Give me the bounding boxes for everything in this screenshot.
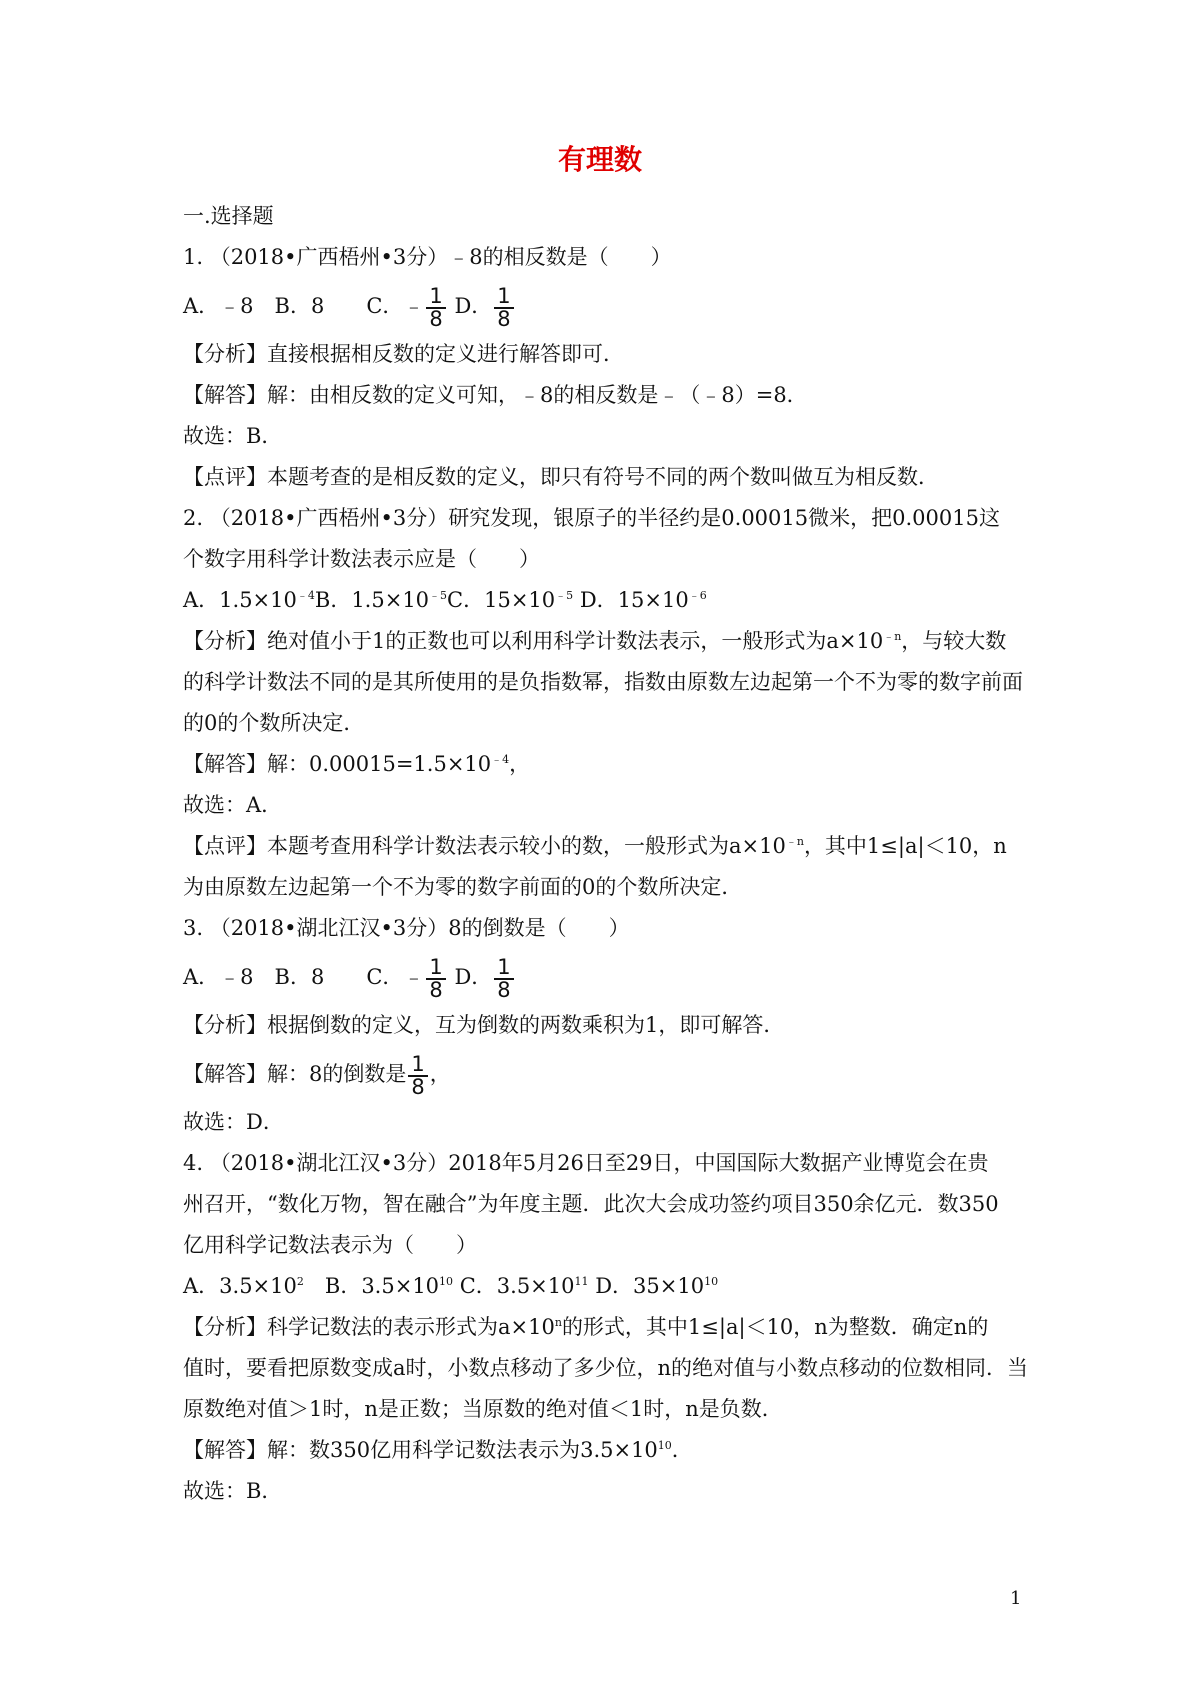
q1-stem: 1. （2018•广西梧州•3分）﹣8的相反数是（ ） bbox=[183, 245, 672, 269]
q2-analysis-line3: 的0的个数所决定． bbox=[183, 711, 365, 735]
q4-option-d: D．35×10 bbox=[588, 1274, 705, 1298]
page-number: 1 bbox=[1010, 1588, 1022, 1609]
q2-answer bbox=[183, 744, 1033, 785]
q3-options bbox=[183, 949, 1033, 1005]
document-body bbox=[183, 196, 1033, 1512]
fraction-denominator: 8 bbox=[497, 306, 511, 331]
q4-stem-line1: 4. （2018•湖北江汉•3分）2018年5月26日至29日，中国国际大数据产业博览会在贵 bbox=[183, 1151, 989, 1175]
q1-option-d-fraction bbox=[494, 283, 513, 331]
q4-option-b-exp: 10 bbox=[439, 1275, 454, 1288]
q1-analysis: 【分析】直接根据相反数的定义进行解答即可． bbox=[183, 342, 624, 366]
q2-stem-line2: 个数字用科学计数法表示应是（ ） bbox=[183, 547, 540, 571]
q2-answer-end: ， bbox=[509, 752, 531, 776]
q4-stem-line3: 亿用科学记数法表示为（ ） bbox=[183, 1233, 477, 1257]
q1-options-ab: A．﹣8 B．8 C．﹣ bbox=[183, 294, 425, 318]
q4-analysis-text: 【分析】科学记数法的表示形式为a×10 bbox=[183, 1315, 555, 1339]
q3-answer bbox=[183, 1046, 1033, 1102]
q2-analysis-text: 【分析】绝对值小于1的正数也可以利用科学计数法表示，一般形式为a×10 bbox=[183, 629, 884, 653]
q1-answer: 【解答】解：由相反数的定义可知，﹣8的相反数是﹣（﹣8）=8． bbox=[183, 383, 808, 407]
q2-choice: 故选：A． bbox=[183, 793, 283, 817]
fraction-numerator: 1 bbox=[494, 286, 513, 309]
q2-comment-text-end: ，其中1≤|a|＜10，n bbox=[803, 834, 1007, 858]
q2-option-b-exp: ﹣5 bbox=[429, 589, 448, 602]
q2-options bbox=[183, 580, 1033, 621]
q3-option-c-fraction bbox=[426, 954, 445, 1002]
q3-answer-text: 【解答】解：8的倒数是 bbox=[183, 1062, 407, 1086]
fraction-numerator: 1 bbox=[408, 1054, 427, 1077]
fraction-numerator: 1 bbox=[426, 957, 445, 980]
q4-option-a: A．3.5×10 bbox=[183, 1274, 297, 1298]
q1-comment: 【点评】本题考查的是相反数的定义，即只有符号不同的两个数叫做互为相反数． bbox=[183, 465, 939, 489]
q3-answer-fraction bbox=[408, 1051, 427, 1099]
q2-analysis-line2: 的科学计数法不同的是其所使用的是负指数幂，指数由原数左边起第一个不为零的数字前面 bbox=[183, 670, 1023, 694]
q2-analysis-text-end: ，与较大数 bbox=[901, 629, 1007, 653]
page-title: 有理数 bbox=[557, 143, 642, 176]
q2-comment-text: 【点评】本题考查用科学计数法表示较小的数，一般形式为a×10 bbox=[183, 834, 786, 858]
q4-options bbox=[183, 1266, 1033, 1307]
q2-analysis-line1 bbox=[183, 621, 1033, 662]
fraction-numerator: 1 bbox=[426, 286, 445, 309]
q4-analysis-line1 bbox=[183, 1307, 1033, 1348]
q4-answer-end: ． bbox=[671, 1438, 693, 1462]
q4-answer bbox=[183, 1430, 1033, 1471]
fraction-numerator: 1 bbox=[494, 957, 513, 980]
q2-option-a: A．1.5×10 bbox=[183, 588, 297, 612]
q3-stem: 3. （2018•湖北江汉•3分）8的倒数是（ ） bbox=[183, 916, 630, 940]
q4-analysis-line3: 原数绝对值＞1时，n是正数；当原数的绝对值＜1时，n是负数． bbox=[183, 1397, 783, 1421]
q3-option-d-label: D． bbox=[454, 965, 493, 989]
q2-option-a-exp: ﹣4 bbox=[296, 589, 315, 602]
q1-option-d-label: D． bbox=[454, 294, 493, 318]
fraction-denominator: 8 bbox=[411, 1074, 425, 1099]
q2-option-c: C．15×10 bbox=[447, 588, 556, 612]
q4-option-c: C．3.5×10 bbox=[453, 1274, 575, 1298]
q2-option-d: D．15×10 bbox=[573, 588, 689, 612]
q2-option-d-exp: ﹣6 bbox=[688, 589, 707, 602]
q4-option-c-exp: 11 bbox=[574, 1275, 589, 1288]
q2-answer-text: 【解答】解：0.00015=1.5×10 bbox=[183, 752, 492, 776]
q3-choice: 故选：D． bbox=[183, 1110, 284, 1134]
q4-option-b: B．3.5×10 bbox=[303, 1274, 440, 1298]
q4-answer-text: 【解答】解：数350亿用科学记数法表示为3.5×10 bbox=[183, 1438, 658, 1462]
fraction-denominator: 8 bbox=[429, 306, 443, 331]
q2-option-c-exp: ﹣5 bbox=[555, 589, 574, 602]
q2-comment-line1 bbox=[183, 826, 1033, 867]
q1-options bbox=[183, 278, 1033, 334]
q4-analysis-line2: 值时，要看把原数变成a时，小数点移动了多少位，n的绝对值与小数点移动的位数相同．当 bbox=[183, 1356, 1029, 1380]
q4-analysis-exp: n bbox=[554, 1316, 562, 1329]
q2-stem-line1: 2. （2018•广西梧州•3分）研究发现，银原子的半径约是0.00015微米，把0.00015这 bbox=[183, 506, 1000, 530]
fraction-denominator: 8 bbox=[429, 977, 443, 1002]
q4-stem-line2: 州召开，“数化万物，智在融合”为年度主题．此次大会成功签约项目350余亿元．数350 bbox=[183, 1192, 999, 1216]
q1-option-c-fraction bbox=[426, 283, 445, 331]
q1-choice: 故选：B． bbox=[183, 424, 283, 448]
q2-comment-exp: ﹣n bbox=[785, 835, 804, 848]
q2-option-b: B．1.5×10 bbox=[314, 588, 430, 612]
q4-option-a-exp: 2 bbox=[296, 1275, 304, 1288]
q4-analysis-text-end: 的形式，其中1≤|a|＜10，n为整数．确定n的 bbox=[561, 1315, 989, 1339]
q4-option-d-exp: 10 bbox=[704, 1275, 719, 1288]
q3-option-d-fraction bbox=[494, 954, 513, 1002]
q3-answer-end: ， bbox=[429, 1062, 451, 1086]
fraction-denominator: 8 bbox=[497, 977, 511, 1002]
q2-answer-exp: ﹣4 bbox=[491, 753, 510, 766]
section-heading: 一.选择题 bbox=[183, 204, 274, 228]
q4-answer-exp: 10 bbox=[657, 1439, 672, 1452]
q3-options-ab: A．﹣8 B．8 C．﹣ bbox=[183, 965, 425, 989]
q3-analysis: 【分析】根据倒数的定义，互为倒数的两数乘积为1，即可解答． bbox=[183, 1013, 785, 1037]
q2-comment-line2: 为由原数左边起第一个不为零的数字前面的0的个数所决定． bbox=[183, 875, 743, 899]
q4-choice: 故选：B． bbox=[183, 1479, 283, 1503]
q2-analysis-exp: ﹣n bbox=[883, 630, 902, 643]
